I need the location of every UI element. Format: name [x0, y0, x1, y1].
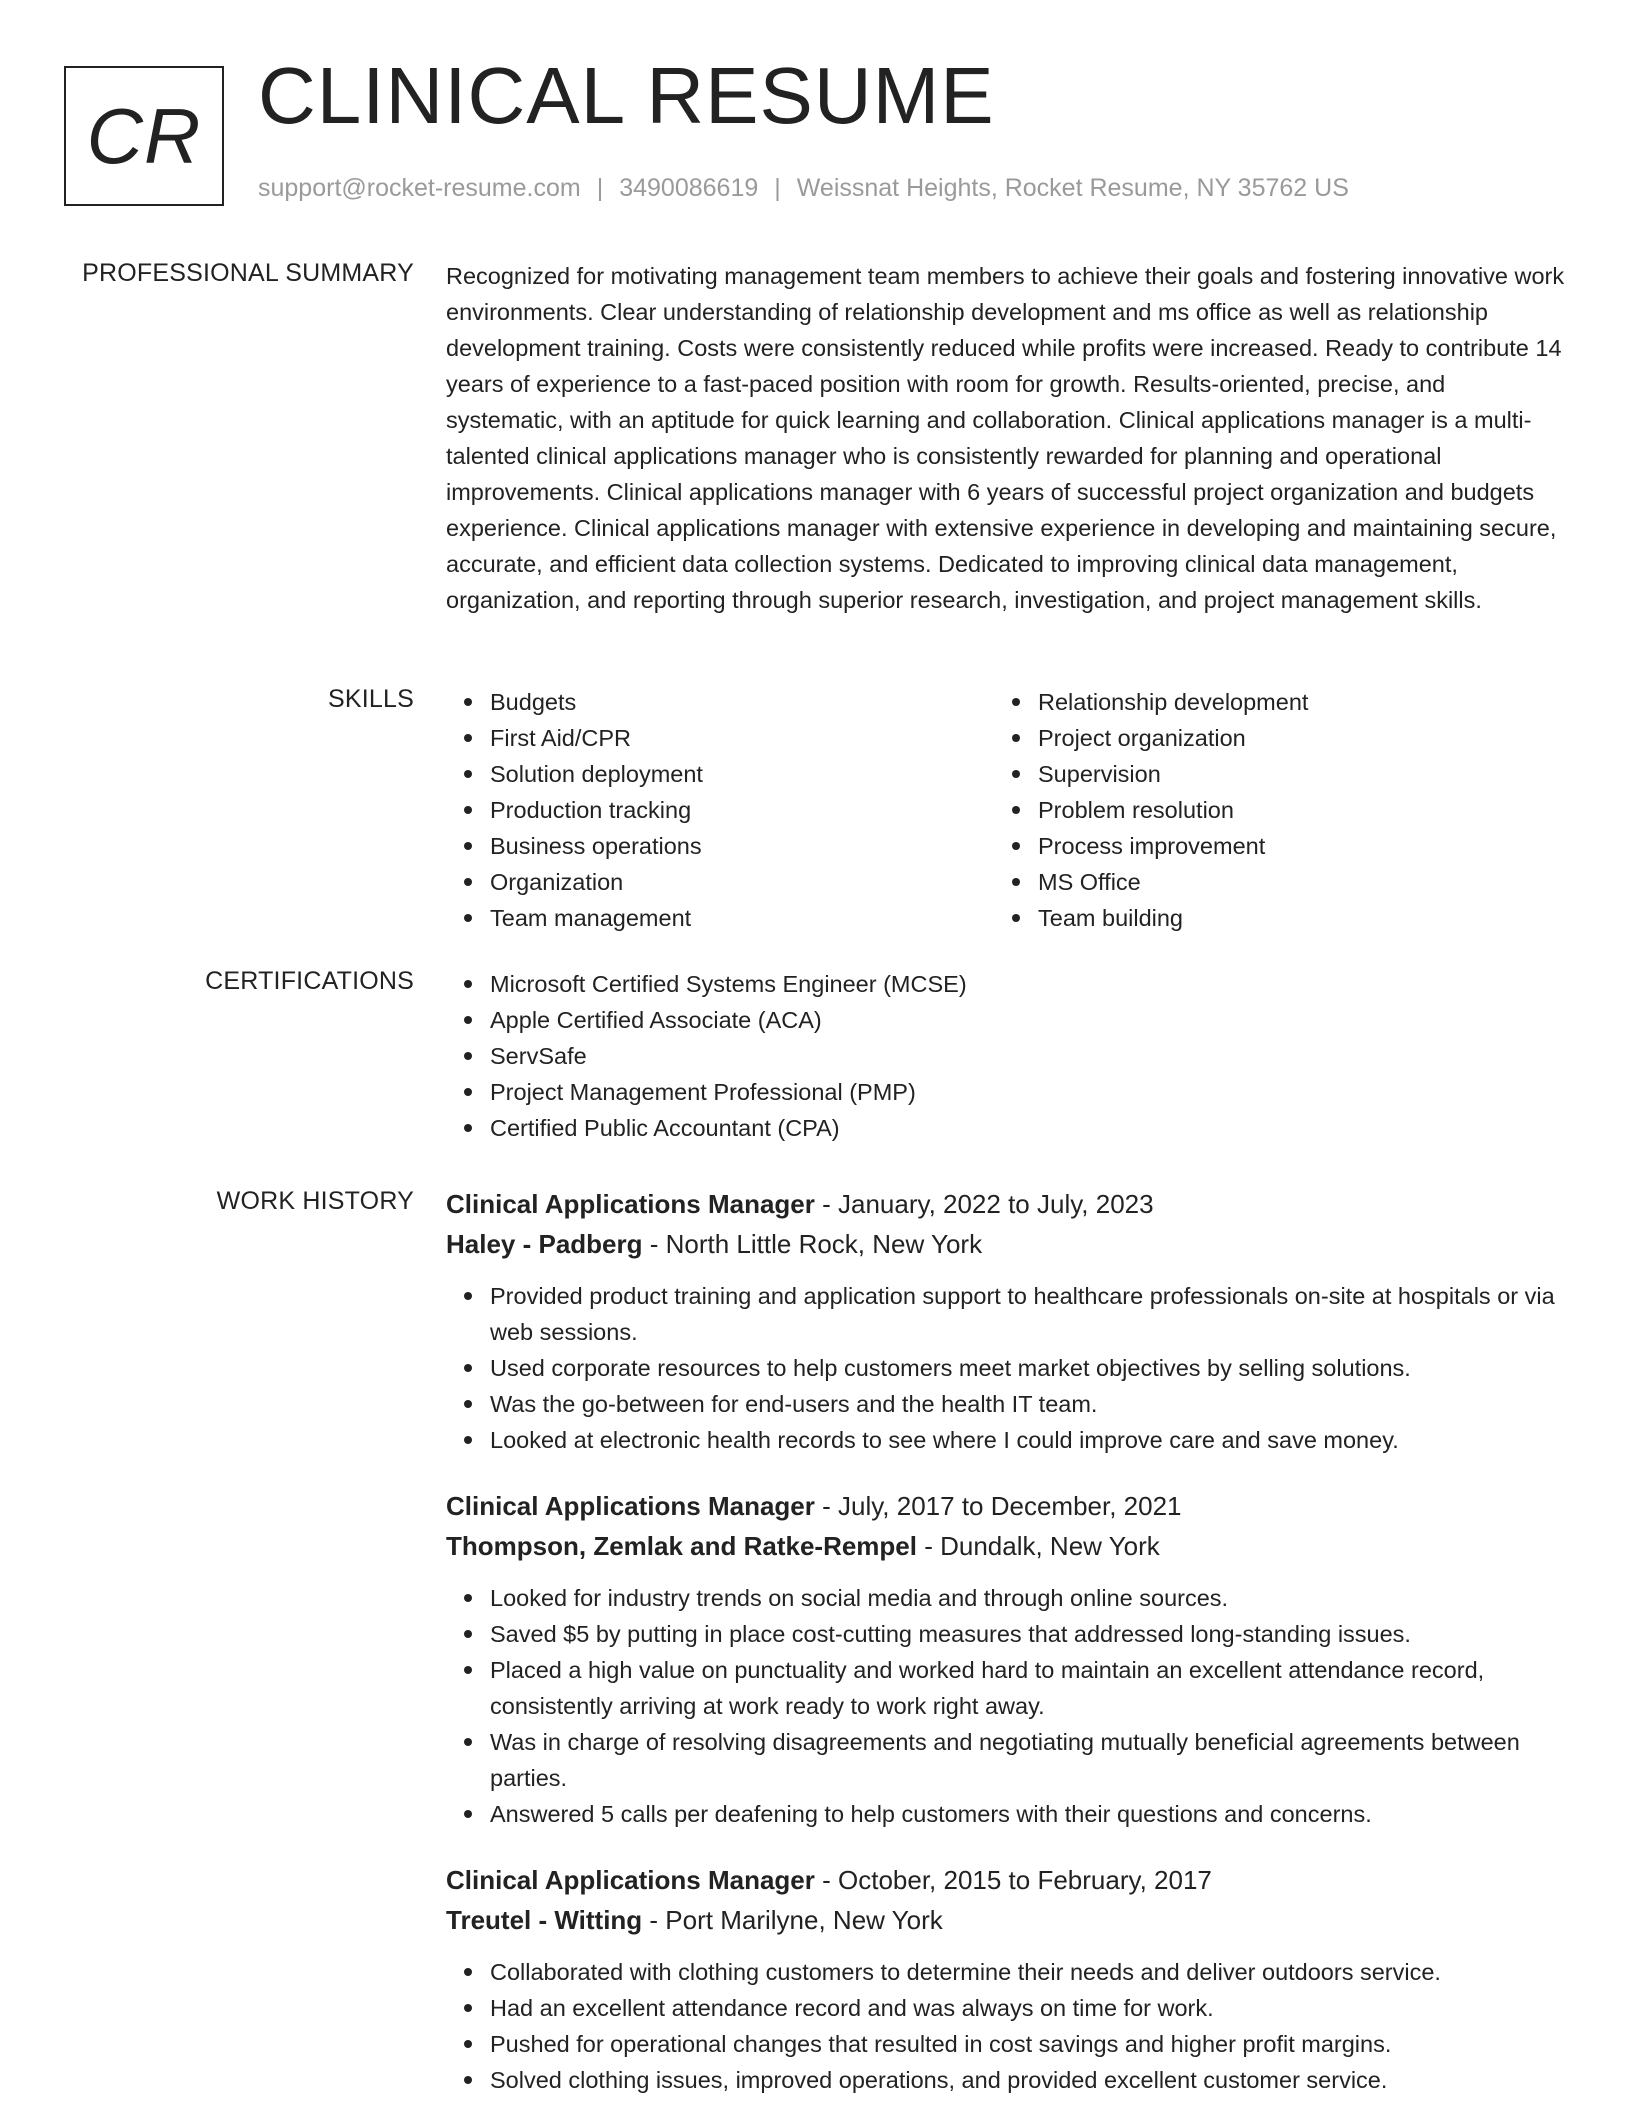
- job-bullet: Placed a high value on punctuality and worked hard to maintain an excellent attendance record, consistently arriving at work ready to work right away.: [490, 1652, 1566, 1724]
- contact-separator: |: [596, 174, 604, 202]
- skills-column-right: [994, 684, 1542, 936]
- list-item: Microsoft Certified Systems Engineer (MCSE): [490, 966, 1566, 1002]
- list-item: Budgets: [490, 684, 994, 720]
- job-location: - Dundalk, New York: [916, 1531, 1160, 1561]
- job-entry: [446, 1860, 1566, 2098]
- skills-list-left: [446, 684, 994, 936]
- job-dates: - July, 2017 to December, 2021: [814, 1491, 1182, 1521]
- list-item: ServSafe: [490, 1038, 1566, 1074]
- contact-phone: 3490086619: [619, 174, 759, 202]
- list-item: Supervision: [1038, 756, 1542, 792]
- list-item: Solution deployment: [490, 756, 994, 792]
- list-item: Apple Certified Associate (ACA): [490, 1002, 1566, 1038]
- job-bullet: Had an excellent attendance record and was always on time for work.: [490, 1990, 1566, 2026]
- job-company-line: [446, 1526, 1566, 1566]
- skills-list-right: [994, 684, 1542, 936]
- certifications-body: [446, 966, 1566, 1146]
- contact-separator: |: [774, 174, 781, 202]
- list-item: Team management: [490, 900, 994, 936]
- monogram-box: [64, 66, 224, 206]
- summary-heading: PROFESSIONAL SUMMARY: [82, 259, 414, 287]
- job-bullet: Looked for industry trends on social media and through online sources.: [490, 1580, 1566, 1616]
- list-item: Process improvement: [1038, 828, 1542, 864]
- job-title: Clinical Applications Manager: [446, 1865, 815, 1895]
- list-item: Business operations: [490, 828, 994, 864]
- job-company: Thompson, Zemlak and Ratke-Rempel: [446, 1531, 917, 1561]
- certifications-heading: CERTIFICATIONS: [205, 967, 414, 995]
- list-item: MS Office: [1038, 864, 1542, 900]
- list-item: Production tracking: [490, 792, 994, 828]
- list-item: Team building: [1038, 900, 1542, 936]
- job-title: Clinical Applications Manager: [446, 1491, 815, 1521]
- job-bullets: [446, 1580, 1566, 1832]
- summary-text: Recognized for motivating management team members to achieve their goals and fostering innovative work environments. Clear understanding of relationship development and ms office as well as relationship development training. Costs were consistently reduced while profits were increased. Ready to contribute 14 years of experience to a fast-paced position with room for growth. Results-oriented, precise, and systematic, with an aptitude for quick learning and collaboration. Clinical applications manager is a multi-talented clinical applications manager who is consistently rewarded for planning and operational improvements. Clinical applications manager with 6 years of successful project organization and budgets experience. Clinical applications manager with extensive experience in developing and maintaining secure, accurate, and efficient data collection systems. Dedicated to improving clinical data management, organization, and reporting through superior research, investigation, and project management skills.: [446, 263, 1565, 613]
- job-bullets: [446, 1954, 1566, 2098]
- job-title-line: [446, 1184, 1566, 1224]
- list-item: Organization: [490, 864, 994, 900]
- job-title: Clinical Applications Manager: [446, 1189, 815, 1219]
- job-bullet: Pushed for operational changes that resulted in cost savings and higher profit margins.: [490, 2026, 1566, 2062]
- job-entry: [446, 1486, 1566, 1832]
- summary-body: [446, 258, 1566, 618]
- job-bullets: [446, 1278, 1566, 1458]
- job-title-line: [446, 1860, 1566, 1900]
- job-title-line: [446, 1486, 1566, 1526]
- contact-line: [258, 174, 1349, 203]
- resume-title: CLINICAL RESUME: [258, 51, 995, 140]
- list-item: Project organization: [1038, 720, 1542, 756]
- job-bullet: Collaborated with clothing customers to determine their needs and deliver outdoors service.: [490, 1954, 1566, 1990]
- job-bullet: Solved clothing issues, improved operations, and provided excellent customer service.: [490, 2062, 1566, 2098]
- contact-address: Weissnat Heights, Rocket Resume, NY 35762 US: [796, 174, 1349, 202]
- job-entry: [446, 1184, 1566, 1458]
- job-bullet: Saved $5 by putting in place cost-cutting measures that addressed long-standing issues.: [490, 1616, 1566, 1652]
- list-item: Relationship development: [1038, 684, 1542, 720]
- skills-heading: SKILLS: [328, 685, 414, 713]
- skills-body: [446, 684, 1566, 936]
- job-location: - North Little Rock, New York: [642, 1229, 983, 1259]
- job-dates: - January, 2022 to July, 2023: [814, 1189, 1154, 1219]
- job-location: - Port Marilyne, New York: [642, 1905, 943, 1935]
- certifications-list: [446, 966, 1566, 1146]
- job-bullet: Used corporate resources to help customers meet market objectives by selling solutions.: [490, 1350, 1566, 1386]
- job-bullet: Was the go-between for end-users and the health IT team.: [490, 1386, 1566, 1422]
- skills-column-left: [446, 684, 994, 936]
- job-company: Treutel - Witting: [446, 1905, 643, 1935]
- job-bullet: Looked at electronic health records to see where I could improve care and save money.: [490, 1422, 1566, 1458]
- work-history-heading: WORK HISTORY: [216, 1187, 414, 1215]
- list-item: Certified Public Accountant (CPA): [490, 1110, 1566, 1146]
- list-item: Project Management Professional (PMP): [490, 1074, 1566, 1110]
- list-item: First Aid/CPR: [490, 720, 994, 756]
- job-company-line: [446, 1224, 1566, 1264]
- list-item: Problem resolution: [1038, 792, 1542, 828]
- job-bullet: Was in charge of resolving disagreements and negotiating mutually beneficial agreements between parties.: [490, 1724, 1566, 1796]
- skills-columns: [446, 684, 1566, 936]
- job-company-line: [446, 1900, 1566, 1940]
- contact-email: support@rocket-resume.com: [258, 174, 581, 202]
- job-company: Haley - Padberg: [446, 1229, 643, 1259]
- monogram-initials: CR: [86, 91, 202, 180]
- job-bullet: Answered 5 calls per deafening to help customers with their questions and concerns.: [490, 1796, 1566, 1832]
- job-bullet: Provided product training and application support to healthcare professionals on-site at hospitals or via web sessions.: [490, 1278, 1566, 1350]
- work-history-body: [446, 1184, 1566, 2126]
- job-dates: - October, 2015 to February, 2017: [814, 1865, 1212, 1895]
